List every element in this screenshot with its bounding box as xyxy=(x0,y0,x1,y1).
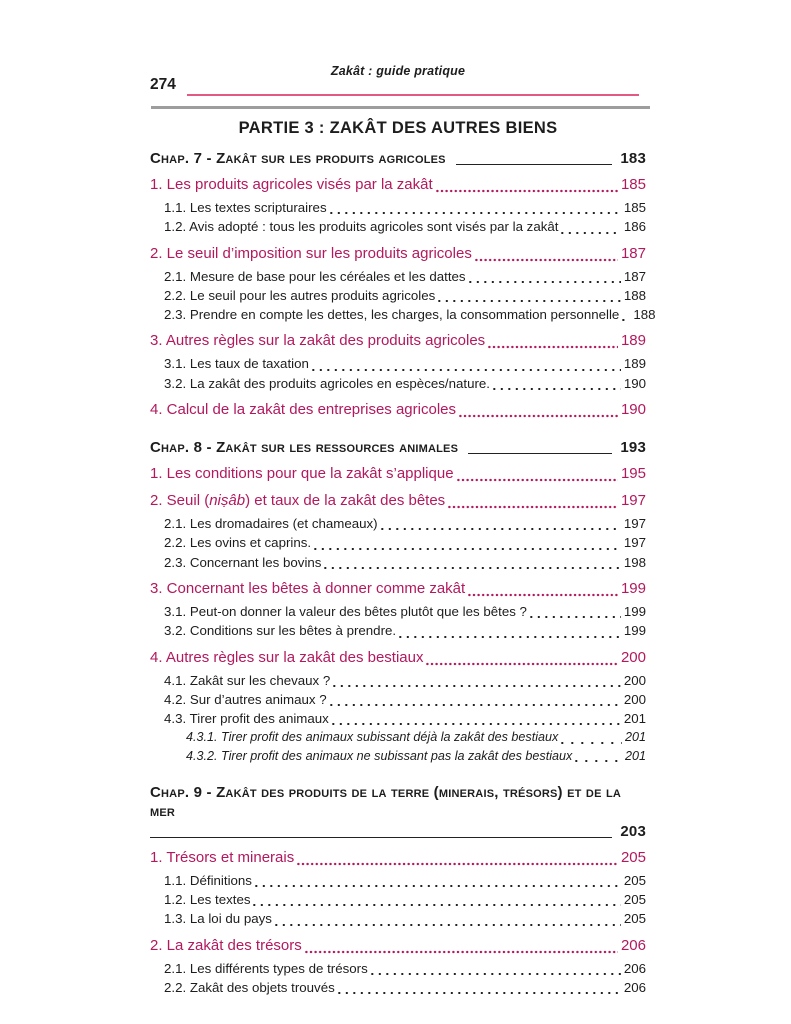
toc-entry-label: 4.3. Tirer profit des animaux xyxy=(164,711,329,727)
toc-entry-page: 188 xyxy=(633,307,656,323)
toc-entry-label: 2. Le seuil d’imposition sur les produits agricoles xyxy=(150,244,472,262)
toc-entry-label: 4.1. Zakât sur les chevaux ? xyxy=(164,672,331,688)
toc-row xyxy=(150,648,646,668)
toc-row xyxy=(150,286,646,305)
toc-row xyxy=(150,217,646,236)
leader-line xyxy=(312,368,621,372)
toc-entry-label: 3.1. Peut-on donner la valeur des bêtes plutôt que les bêtes ? xyxy=(164,603,527,619)
toc-row xyxy=(150,783,646,841)
toc-row xyxy=(150,354,646,373)
toc-entry-label: 4. Autres règles sur la zakât des bestiaux xyxy=(150,648,424,666)
toc-entry-page: 205 xyxy=(623,872,646,888)
leader-line xyxy=(314,547,621,551)
leader-line xyxy=(332,722,621,726)
leader-line xyxy=(297,862,618,866)
toc-row xyxy=(150,514,646,533)
leader-line xyxy=(468,453,612,454)
toc-entry-label: 1.1. Les textes scripturaires xyxy=(164,200,327,215)
header-rule xyxy=(187,94,639,96)
leader-line xyxy=(330,211,621,215)
toc-entry-page: 200 xyxy=(623,672,646,688)
toc-entry-page: 187 xyxy=(623,268,646,284)
toc-row xyxy=(150,909,646,928)
toc-entry-label: 4.3.1. Tirer profit des animaux subissant déjà la zakât des bestiaux xyxy=(186,730,559,745)
toc-entry-label: Chap. 9 - Zakât des produits de la terre (minerais, trésors) et de la mer xyxy=(150,783,622,820)
toc-entry-page: 199 xyxy=(620,579,646,597)
toc-row xyxy=(150,400,646,420)
toc-list xyxy=(150,149,656,997)
leader-line xyxy=(150,837,612,838)
toc-row-continuation xyxy=(150,822,646,841)
leader-line xyxy=(324,566,620,570)
toc-row xyxy=(150,978,646,997)
leader-line xyxy=(468,593,618,597)
toc-entry-label: 2.2. Le seuil pour les autres produits agricoles xyxy=(164,287,436,303)
toc-entry-label: Chap. 7 - Zakât sur les produits agricoles xyxy=(150,150,446,167)
toc-entry-page: 189 xyxy=(623,356,646,372)
toc-entry-page: 206 xyxy=(623,960,646,976)
toc-entry-page: 197 xyxy=(623,535,646,551)
toc-entry-label-part: niṣâb xyxy=(209,492,246,510)
leader-line xyxy=(275,923,621,927)
toc-entry-label: 2.3. Concernant les bovins xyxy=(164,554,322,570)
toc-entry-page: 199 xyxy=(623,603,646,619)
toc-entry-label: 2.3. Prendre en compte les dettes, les charges, la consommation personnelle xyxy=(164,307,620,323)
toc-row xyxy=(150,175,646,195)
toc-row xyxy=(150,149,646,168)
leader-line xyxy=(426,662,617,666)
leader-line xyxy=(457,478,618,482)
toc-entry-label: 1. Les produits agricoles visés par la zakât xyxy=(150,176,433,193)
toc-entry-page: 201 xyxy=(624,748,646,763)
page-number: 274 xyxy=(150,76,176,93)
leader-line xyxy=(371,972,621,976)
leader-line xyxy=(469,280,621,284)
toc-entry-label: 2.2. Les ovins et caprins. xyxy=(164,535,312,551)
toc-entry-page: 198 xyxy=(623,554,646,570)
leader-line xyxy=(459,414,618,418)
toc-row xyxy=(150,579,646,599)
toc-entry-label: 3.2. Conditions sur les bêtes à prendre. xyxy=(164,623,397,639)
toc-entry-page: 183 xyxy=(620,150,646,167)
toc-entry-label: 1.2. Les textes xyxy=(164,892,251,908)
toc-entry-label: 1.3. La loi du pays xyxy=(164,911,272,927)
toc-entry-page: 200 xyxy=(620,648,646,666)
toc-entry-page: 190 xyxy=(620,401,646,419)
toc-row xyxy=(150,621,646,640)
toc-entry-page: 205 xyxy=(623,911,646,927)
part-title: PARTIE 3 : ZAKÂT DES AUTRES BIENS xyxy=(238,119,558,137)
toc-row xyxy=(150,198,646,217)
toc-row xyxy=(150,267,646,286)
toc-entry-page: 201 xyxy=(624,730,646,745)
toc-entry-label-part: 2. Seuil ( xyxy=(150,492,210,510)
toc-entry-label: 2.1. Les dromadaires (et chameaux) xyxy=(164,516,378,532)
toc-entry-label: 1.2. Avis adopté : tous les produits agricoles sont visés par la zakât xyxy=(164,219,559,235)
toc-entry-page: 201 xyxy=(623,711,646,727)
toc-row xyxy=(150,690,646,709)
leader-line xyxy=(448,505,618,509)
leader-line xyxy=(561,741,622,745)
toc-entry-label: 4.3.2. Tirer profit des animaux ne subissant pas la zakât des bestiaux xyxy=(186,748,573,763)
leader-line xyxy=(399,635,621,639)
toc-entry-page: 197 xyxy=(623,516,646,532)
toc-row xyxy=(150,709,646,728)
toc-entry-label: 2.2. Zakât des objets trouvés xyxy=(164,980,335,996)
toc-entry-label: 2. La zakât des trésors xyxy=(150,936,302,954)
toc-row xyxy=(150,331,646,351)
leader-line xyxy=(253,903,620,907)
toc-entry-page: 205 xyxy=(623,892,646,908)
toc-entry-page: 199 xyxy=(623,623,646,639)
toc-entry-label-part: ) et taux de la zakât des bêtes xyxy=(245,492,446,510)
toc-row xyxy=(150,848,646,868)
leader-line xyxy=(338,991,621,995)
running-title: Zakât : guide pratique xyxy=(330,64,466,78)
toc-row xyxy=(150,553,646,572)
leader-line xyxy=(436,189,618,193)
leader-line xyxy=(575,759,622,763)
toc-entry-label: 1.1. Définitions xyxy=(164,872,252,888)
running-header xyxy=(150,64,646,110)
leader-line xyxy=(255,884,621,888)
toc-entry-page: 193 xyxy=(620,439,646,457)
toc-row xyxy=(150,491,646,511)
toc-entry-label: 3.2. La zakât des produits agricoles en espèces/nature. xyxy=(164,375,490,391)
toc-entry-label: 3. Autres règles sur la zakât des produits agricoles xyxy=(150,332,486,350)
leader-line xyxy=(475,258,618,262)
toc-row xyxy=(150,671,646,690)
leader-line xyxy=(622,318,630,322)
divider-rule xyxy=(151,106,650,109)
toc-row xyxy=(150,533,646,552)
toc-row xyxy=(150,890,646,909)
toc-entry-page: 185 xyxy=(623,200,646,215)
toc-entry-label: 3. Concernant les bêtes à donner comme zakât xyxy=(150,579,466,597)
toc-row xyxy=(150,244,646,264)
page-content xyxy=(150,64,656,997)
toc-entry-label: Chap. 8 - Zakât sur les ressources animales xyxy=(150,439,459,457)
toc-entry-page: 205 xyxy=(620,848,646,866)
leader-line xyxy=(305,950,618,954)
toc-entry-label xyxy=(150,491,445,511)
toc-entry-page: 206 xyxy=(620,936,646,954)
leader-line xyxy=(438,299,621,303)
toc-entry-label: 3.1. Les taux de taxation xyxy=(164,356,309,372)
toc-row xyxy=(150,374,646,393)
leader-line xyxy=(561,231,620,235)
toc-entry-label: 1. Les conditions pour que la zakât s’applique xyxy=(150,465,454,483)
toc-entry-page: 189 xyxy=(620,332,646,350)
leader-line xyxy=(530,615,621,619)
toc-entry-page: 188 xyxy=(623,287,646,303)
toc-entry-page: 185 xyxy=(620,176,646,193)
toc-entry-label: 2.1. Les différents types de trésors xyxy=(164,960,368,976)
leader-line xyxy=(333,684,621,688)
toc-entry-label: 4. Calcul de la zakât des entreprises agricoles xyxy=(150,401,456,419)
toc-row xyxy=(150,464,646,484)
toc-entry-page: 190 xyxy=(623,375,646,391)
toc-row xyxy=(150,305,656,324)
toc-row xyxy=(150,747,646,765)
toc-entry-page: 195 xyxy=(620,465,646,483)
toc-entry-label: 1. Trésors et minerais xyxy=(150,848,295,866)
toc-row xyxy=(150,871,646,890)
toc-entry-page: 203 xyxy=(620,822,646,840)
leader-line xyxy=(488,345,618,349)
toc-row xyxy=(150,959,646,978)
toc-row xyxy=(150,602,646,621)
toc-entry-page: 197 xyxy=(620,492,646,510)
toc-entry-page: 200 xyxy=(623,691,646,707)
toc-entry-label: 2.1. Mesure de base pour les céréales et les dattes xyxy=(164,268,466,284)
toc-row xyxy=(150,936,646,956)
leader-line xyxy=(456,164,613,165)
leader-line xyxy=(330,703,621,707)
leader-line xyxy=(493,387,621,391)
toc-entry-page: 206 xyxy=(623,980,646,996)
toc-entry-page: 187 xyxy=(620,244,646,262)
toc-row xyxy=(150,728,646,746)
toc-entry-label: 4.2. Sur d’autres animaux ? xyxy=(164,691,327,707)
toc-row xyxy=(150,438,646,457)
toc-entry-page: 186 xyxy=(623,219,646,235)
leader-line xyxy=(381,527,621,531)
